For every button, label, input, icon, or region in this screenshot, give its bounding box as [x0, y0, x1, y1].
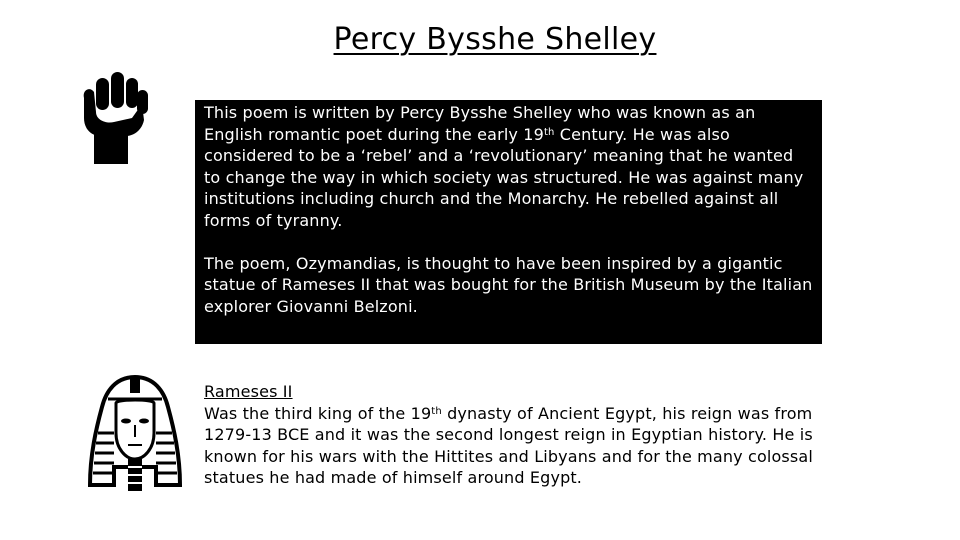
rameses-heading: Rameses II: [204, 382, 293, 401]
raised-fist-icon: [76, 68, 150, 168]
intro-paragraph-1: This poem is written by Percy Bysshe Shelley who was known as an English romantic poet during the early 19th Century. He was also considered to be a ‘rebel’ and a ‘revolutionary’ meaning that he wanted to change the way in which society was structured. He was against many institutions including church and the Monarchy. He rebelled against all forms of tyranny.: [204, 103, 804, 230]
intro-text-box: [195, 100, 822, 344]
rameses-section: [204, 381, 824, 489]
rameses-description: Was the third king of the 19th dynasty of Ancient Egypt, his reign was from 1279-13 BCE and it was the second longest reign in Egyptian history. He is known for his wars with the Hittites and Libyans and for the many colossal statues he had made of himself around Egypt.: [204, 403, 813, 487]
page-title: Percy Bysshe Shelley: [333, 22, 657, 57]
intro-paragraph-2: The poem, Ozymandias, is thought to have been inspired by a gigantic statue of Rameses II that was bought for the British Museum by the Italian explorer Giovanni Belzoni.: [204, 253, 813, 316]
pharaoh-head-icon: [86, 373, 184, 499]
